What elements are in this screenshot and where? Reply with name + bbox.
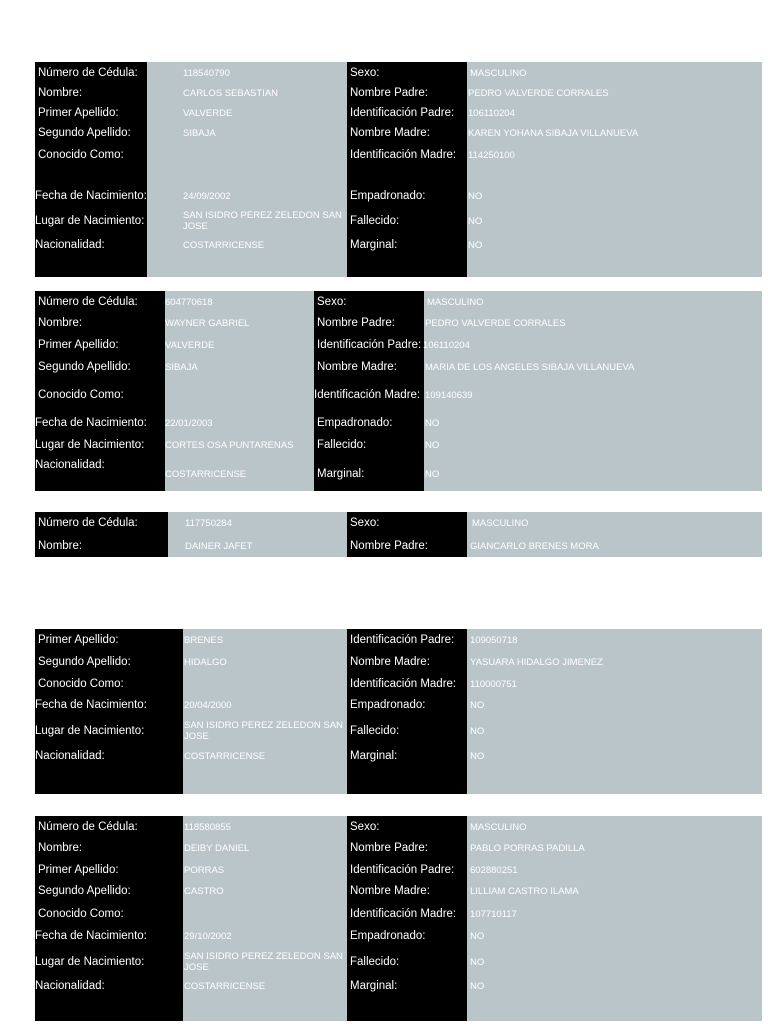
label-nombre-padre: Nombre Padre: xyxy=(350,841,428,854)
value-marginal: NO xyxy=(468,239,483,251)
field-row xyxy=(35,64,762,82)
label-identificacion-madre: Identificación Madre: xyxy=(314,388,421,401)
value-fecha-nacimiento: 29/10/2002 xyxy=(184,930,232,942)
value-sexo: MASCULINO xyxy=(427,296,484,308)
label-sexo: Sexo: xyxy=(350,820,380,833)
label-marginal: Marginal: xyxy=(350,979,398,992)
label-nombre: Nombre: xyxy=(38,539,83,552)
value-nombre-padre: PEDRO VALVERDE CORRALES xyxy=(425,317,566,329)
value-empadronado: NO xyxy=(470,699,485,711)
label-nacionalidad: Nacionalidad: xyxy=(35,749,105,762)
label-fallecido: Fallecido: xyxy=(317,438,367,451)
field-row xyxy=(35,358,762,376)
label-fecha-nacimiento: Fecha de Nacimiento: xyxy=(35,189,147,202)
value-sexo: MASCULINO xyxy=(470,821,527,833)
field-row xyxy=(35,948,762,976)
label-nacionalidad: Nacionalidad: xyxy=(35,459,105,471)
label-segundo-apellido: Segundo Apellido: xyxy=(38,360,131,373)
value-lugar-nacimiento: SAN ISIDRO PEREZ ZELEDON SAN JOSE xyxy=(184,720,343,742)
value-nombre-padre: GIANCARLO BRENES MORA xyxy=(470,540,599,552)
record-card-4 xyxy=(35,816,762,1021)
field-row xyxy=(35,236,762,254)
value-marginal: NO xyxy=(470,750,485,762)
field-row xyxy=(35,631,762,649)
label-nombre-madre: Nombre Madre: xyxy=(350,884,430,897)
label-nombre: Nombre: xyxy=(38,86,83,99)
value-cedula: 118580855 xyxy=(184,821,231,833)
value-cedula: 117750284 xyxy=(185,517,232,529)
value-nombre: WAYNER GABRIEL xyxy=(165,317,250,329)
value-fecha-nacimiento: 20/04/2000 xyxy=(184,699,232,711)
field-row xyxy=(35,293,762,311)
label-conocido-como: Conocido Como: xyxy=(38,677,124,690)
value-nombre-madre: YASUARA HIDALGO JIMENEZ xyxy=(470,656,603,668)
field-row xyxy=(35,336,762,354)
value-cedula: 604770618 xyxy=(165,296,213,308)
value-sexo: MASCULINO xyxy=(470,67,527,79)
value-primer-apellido: PORRAS xyxy=(184,864,225,876)
value-cedula: 118540790 xyxy=(183,67,230,79)
label-cedula: Número de Cédula: xyxy=(38,820,138,833)
value-identificacion-padre: 106110204 xyxy=(468,107,515,119)
value-segundo-apellido: HIDALGO xyxy=(184,656,227,668)
label-identificacion-padre: Identificación Padre: xyxy=(317,338,422,351)
label-empadronado: Empadronado: xyxy=(350,698,426,711)
label-lugar-nacimiento: Lugar de Nacimiento: xyxy=(35,724,145,737)
value-fecha-nacimiento: 24/09/2002 xyxy=(183,190,231,202)
label-marginal: Marginal: xyxy=(350,749,398,762)
label-conocido-como: Conocido Como: xyxy=(38,148,124,161)
record-card-2 xyxy=(35,291,762,491)
label-nombre-padre: Nombre Padre: xyxy=(350,86,428,99)
label-marginal: Marginal: xyxy=(317,467,365,480)
label-sexo: Sexo: xyxy=(350,516,380,529)
field-row xyxy=(35,436,762,454)
label-marginal: Marginal: xyxy=(350,238,398,251)
value-identificacion-madre: 109140639 xyxy=(425,389,473,401)
value-primer-apellido: BRENES xyxy=(184,634,224,646)
label-fecha-nacimiento: Fecha de Nacimiento: xyxy=(35,698,147,711)
label-empadronado: Empadronado: xyxy=(350,189,426,202)
label-nombre-madre: Nombre Madre: xyxy=(350,126,430,139)
field-row xyxy=(35,882,762,900)
value-nacionalidad: COSTARRICENSE xyxy=(184,980,266,992)
label-nombre: Nombre: xyxy=(38,841,83,854)
field-row xyxy=(35,927,762,945)
label-lugar-nacimiento: Lugar de Nacimiento: xyxy=(35,438,145,451)
value-marginal: NO xyxy=(470,980,485,992)
label-empadronado: Empadronado: xyxy=(317,416,393,429)
label-nombre: Nombre: xyxy=(38,316,83,329)
field-row xyxy=(35,905,762,923)
label-nacionalidad: Nacionalidad: xyxy=(35,238,105,251)
value-segundo-apellido: SIBAJA xyxy=(183,127,216,139)
value-identificacion-madre: 110000751 xyxy=(470,678,517,690)
field-row xyxy=(35,124,762,142)
value-fallecido: NO xyxy=(425,439,440,451)
label-cedula: Número de Cédula: xyxy=(38,295,138,308)
label-conocido-como: Conocido Como: xyxy=(38,907,124,920)
field-row xyxy=(35,675,762,693)
value-empadronado: NO xyxy=(470,930,485,942)
label-fallecido: Fallecido: xyxy=(350,724,400,737)
label-segundo-apellido: Segundo Apellido: xyxy=(38,655,131,668)
field-row xyxy=(35,146,762,164)
field-row xyxy=(35,314,762,332)
label-lugar-nacimiento: Lugar de Nacimiento: xyxy=(35,955,145,968)
field-row xyxy=(35,839,762,857)
label-primer-apellido: Primer Apellido: xyxy=(38,106,119,119)
label-primer-apellido: Primer Apellido: xyxy=(38,338,119,351)
field-row xyxy=(35,717,762,745)
value-nombre-padre: PEDRO VALVERDE CORRALES xyxy=(468,87,609,99)
value-empadronado: NO xyxy=(468,190,483,202)
label-primer-apellido: Primer Apellido: xyxy=(38,633,119,646)
field-row xyxy=(35,696,762,714)
label-sexo: Sexo: xyxy=(317,295,347,308)
label-lugar-nacimiento: Lugar de Nacimiento: xyxy=(35,214,145,227)
label-conocido-como: Conocido Como: xyxy=(38,388,124,401)
label-nombre-padre: Nombre Padre: xyxy=(317,316,395,329)
value-identificacion-padre: 106110204 xyxy=(423,339,470,351)
value-identificacion-padre: 602880251 xyxy=(470,864,518,876)
value-nombre-madre: LILLIAM CASTRO ILAMA xyxy=(470,885,579,897)
value-nombre-madre: KAREN YOHANA SIBAJA VILLANUEVA xyxy=(468,127,639,139)
field-row xyxy=(35,747,762,765)
label-nombre-madre: Nombre Madre: xyxy=(317,360,397,373)
label-identificacion-madre: Identificación Madre: xyxy=(350,907,457,920)
field-row xyxy=(35,104,762,122)
field-row xyxy=(35,379,762,411)
value-identificacion-padre: 109050718 xyxy=(470,634,518,646)
value-lugar-nacimiento: SAN ISIDRO PEREZ ZELEDON SAN JOSE xyxy=(184,951,343,973)
value-nacionalidad: COSTARRICENSE xyxy=(184,750,266,762)
field-row xyxy=(35,653,762,671)
value-segundo-apellido: CASTRO xyxy=(184,885,224,897)
value-nombre-madre: MARIA DE LOS ANGELES SIBAJA VILLANUEVA xyxy=(425,361,635,373)
value-nombre: DEIBY DANIEL xyxy=(184,842,250,854)
label-identificacion-madre: Identificación Madre: xyxy=(350,148,457,161)
label-cedula: Número de Cédula: xyxy=(38,516,138,529)
field-row xyxy=(35,537,762,555)
value-segundo-apellido: SIBAJA xyxy=(165,361,198,373)
value-identificacion-madre: 107710117 xyxy=(470,908,517,920)
label-identificacion-padre: Identificación Padre: xyxy=(350,106,455,119)
value-nacionalidad: COSTARRICENSE xyxy=(165,468,247,480)
value-lugar-nacimiento: CORTES OSA PUNTARENAS xyxy=(165,439,294,451)
value-nombre: CARLOS SEBASTIAN xyxy=(183,87,279,99)
label-primer-apellido: Primer Apellido: xyxy=(38,863,119,876)
label-fallecido: Fallecido: xyxy=(350,214,400,227)
field-row xyxy=(35,187,762,205)
record-card-3-bottom xyxy=(35,629,762,794)
field-row xyxy=(35,457,762,491)
field-row xyxy=(35,818,762,836)
field-row xyxy=(35,414,762,432)
label-fallecido: Fallecido: xyxy=(350,955,400,968)
label-empadronado: Empadronado: xyxy=(350,929,426,942)
value-fallecido: NO xyxy=(470,725,485,737)
field-row xyxy=(35,861,762,879)
value-fecha-nacimiento: 22/01/2003 xyxy=(165,417,213,429)
value-empadronado: NO xyxy=(425,417,440,429)
value-lugar-nacimiento: SAN ISIDRO PEREZ ZELEDON SAN JOSE xyxy=(183,210,342,232)
label-segundo-apellido: Segundo Apellido: xyxy=(38,126,131,139)
label-nacionalidad: Nacionalidad: xyxy=(35,979,105,992)
label-identificacion-madre: Identificación Madre: xyxy=(350,677,457,690)
label-cedula: Número de Cédula: xyxy=(38,66,138,79)
field-row xyxy=(35,514,762,532)
field-row xyxy=(35,208,762,234)
label-nombre-padre: Nombre Padre: xyxy=(350,539,428,552)
label-sexo: Sexo: xyxy=(350,66,380,79)
value-sexo: MASCULINO xyxy=(472,517,529,529)
value-fallecido: NO xyxy=(470,956,485,968)
value-marginal: NO xyxy=(425,468,440,480)
value-nombre: DAINER JAFET xyxy=(185,540,253,552)
record-card-3-top xyxy=(35,512,762,557)
field-row xyxy=(35,84,762,102)
label-identificacion-padre: Identificación Padre: xyxy=(350,863,455,876)
label-nombre-madre: Nombre Madre: xyxy=(350,655,430,668)
value-fallecido: NO xyxy=(468,215,483,227)
label-fecha-nacimiento: Fecha de Nacimiento: xyxy=(35,416,147,429)
label-fecha-nacimiento: Fecha de Nacimiento: xyxy=(35,929,147,942)
value-primer-apellido: VALVERDE xyxy=(165,339,215,351)
label-identificacion-padre: Identificación Padre: xyxy=(350,633,455,646)
value-identificacion-madre: 114250100 xyxy=(468,149,515,161)
record-card-1 xyxy=(35,62,762,277)
value-nombre-padre: PABLO PORRAS PADILLA xyxy=(470,842,585,854)
value-primer-apellido: VALVERDE xyxy=(183,107,233,119)
label-segundo-apellido: Segundo Apellido: xyxy=(38,884,131,897)
field-row xyxy=(35,977,762,995)
value-nacionalidad: COSTARRICENSE xyxy=(183,239,265,251)
